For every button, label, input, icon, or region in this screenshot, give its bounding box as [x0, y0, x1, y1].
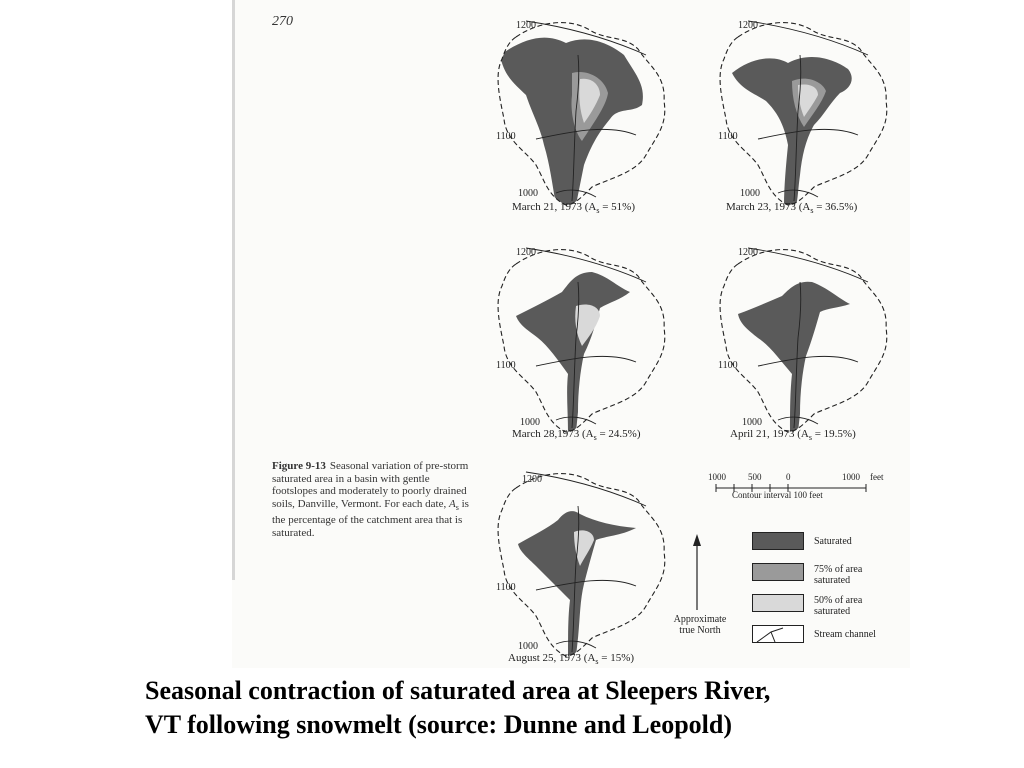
- contour-label-1000: 1000: [740, 188, 760, 199]
- map-april-21: [718, 247, 887, 432]
- scale-tick-1000-left: 1000: [708, 472, 726, 482]
- scale-unit: feet: [870, 472, 884, 482]
- contour-label-1200: 1200: [522, 474, 542, 485]
- figure-caption: Figure 9-13 Seasonal variation of pre-storm saturated area in a basin with gentle footslopes and moderately to poorly drained soils, Danville, Vermont. For each date, $A_s$ is the percentage of the catchment area that is saturated.: [272, 460, 469, 539]
- legend-swatch-saturated: [752, 532, 804, 550]
- contour-interval: Contour interval 100 feet: [732, 490, 823, 500]
- contour-label-1200: 1200: [738, 20, 758, 31]
- legend-item-75: 75% of area saturated: [752, 561, 912, 592]
- contour-label-1200: 1200: [516, 247, 536, 258]
- map-caption-march-23: March 23, 1973 $(A_s = 36.5\%)$: [726, 201, 858, 216]
- stream-channel-icon: [753, 626, 803, 642]
- north-arrow-icon: [693, 534, 701, 610]
- contour-label-1000: 1000: [518, 641, 538, 652]
- contour-label-1200: 1200: [516, 20, 536, 31]
- map-caption-march-21: March 21, 1973 $(A_s = 51\%)$: [512, 201, 635, 216]
- map-march-23: [718, 20, 887, 205]
- contour-label-1200: 1200: [738, 247, 758, 258]
- figure-label: Figure 9-13: [272, 460, 326, 472]
- map-caption-march-28: March 28,1973 $(A_s = 24.5\%)$: [512, 428, 641, 443]
- legend-item-50: 50% of area saturated: [752, 592, 912, 623]
- page-number: 270: [272, 14, 293, 29]
- map-march-21: [496, 20, 665, 205]
- scale-bar: [706, 472, 906, 506]
- north-arrow-label: Approximate true North: [673, 614, 727, 636]
- map-caption-april-21: April 21, 1973 $(A_s = 19.5\%)$: [730, 428, 856, 443]
- contour-label-1100: 1100: [496, 360, 516, 371]
- scale-tick-1000-right: 1000: [842, 472, 860, 482]
- legend-item-stream: Stream channel: [752, 623, 912, 654]
- contour-label-1100: 1100: [496, 582, 516, 593]
- saturated-area: [500, 38, 643, 205]
- scale-tick-500: 500: [748, 472, 762, 482]
- contour-label-1100: 1100: [718, 360, 738, 371]
- contour-label-1100: 1100: [718, 131, 738, 142]
- scale-tick-0: 0: [786, 472, 791, 482]
- contour-label-1000: 1000: [518, 188, 538, 199]
- legend-swatch-50: [752, 594, 804, 612]
- legend-swatch-stream: [752, 625, 804, 643]
- contour-label-1000: 1000: [742, 417, 762, 428]
- contour-label-1100: 1100: [496, 131, 516, 142]
- map-august-25: [496, 472, 665, 656]
- map-caption-august-25: August 25, 1973 $(A_s = 15\%)$: [508, 652, 635, 667]
- legend-swatch-75: [752, 563, 804, 581]
- map-march-28: [496, 247, 665, 432]
- slide-caption: Seasonal contraction of saturated area at Sleepers River, VT following snowmelt (source: Dunne and Leopold): [145, 676, 771, 739]
- contour-label-1000: 1000: [520, 417, 540, 428]
- legend-item-saturated: Saturated: [752, 530, 912, 561]
- legend: [752, 530, 912, 654]
- saturated-area: [732, 57, 852, 205]
